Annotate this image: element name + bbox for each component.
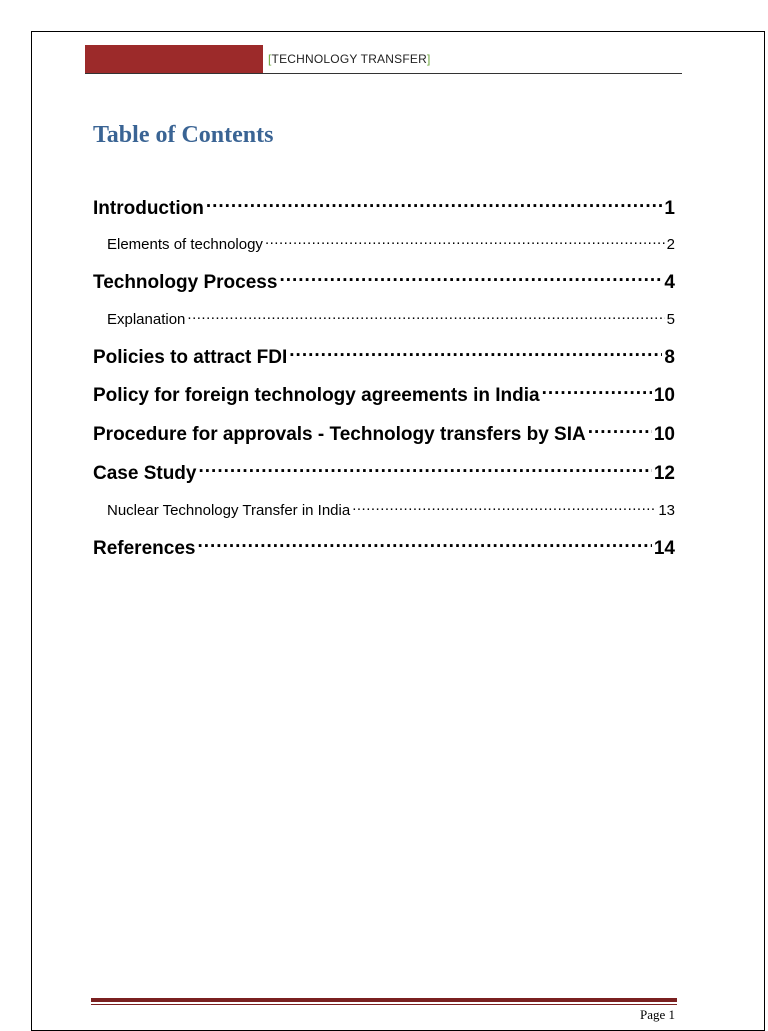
- toc-entry-label: Nuclear Technology Transfer in India: [107, 502, 351, 519]
- toc-entry-page: 2: [666, 236, 675, 253]
- toc-heading: Table of Contents: [93, 122, 274, 148]
- toc-dot-leader: [352, 500, 656, 515]
- toc-dot-leader: [197, 535, 651, 554]
- toc-entry-label: Policy for foreign technology agreements in India: [93, 385, 540, 406]
- toc-entry-label: Policies to attract FDI: [93, 347, 288, 368]
- toc-entry-page: 10: [653, 385, 675, 406]
- toc-entry-page: 8: [664, 347, 675, 368]
- toc-dot-leader: [198, 460, 651, 479]
- toc-entry-label: Case Study: [93, 463, 197, 484]
- header-color-bar: [85, 45, 263, 73]
- toc-entry-elements-of-technology[interactable]: [107, 234, 675, 253]
- footer-rule-thin: [91, 1004, 677, 1005]
- toc-dot-leader: [542, 382, 652, 401]
- running-header: [268, 52, 430, 66]
- toc-entry-procedure-approvals[interactable]: [93, 421, 675, 446]
- toc-entry-label: Procedure for approvals - Technology transfers by SIA: [93, 424, 586, 445]
- toc-entry-policy-foreign-tech[interactable]: [93, 382, 675, 407]
- toc-entry-case-study[interactable]: [93, 460, 675, 485]
- toc-entry-page: 1: [664, 198, 675, 219]
- toc-entry-page: 10: [653, 424, 675, 445]
- toc-entry-label: Explanation: [107, 311, 186, 328]
- page-border: [31, 31, 765, 1031]
- toc-entry-label: Introduction: [93, 198, 204, 219]
- toc-entry-page: 4: [664, 272, 675, 293]
- toc-entry-page: 5: [666, 311, 675, 328]
- footer-page-number: Page 1: [639, 1007, 675, 1022]
- toc-dot-leader: [265, 234, 665, 249]
- toc-entry-page: 12: [653, 463, 675, 484]
- toc-entry-label: Elements of technology: [107, 236, 263, 253]
- toc-entry-introduction[interactable]: [93, 195, 675, 220]
- toc-entry-references[interactable]: [93, 535, 675, 560]
- toc-dot-leader: [206, 195, 663, 214]
- toc-entry-page: 14: [653, 538, 675, 559]
- toc-dot-leader: [289, 344, 662, 363]
- toc-entry-label: Technology Process: [93, 272, 278, 293]
- footer-rule-thick: [91, 998, 677, 1002]
- toc-entry-technology-process[interactable]: [93, 269, 675, 294]
- toc-dot-leader: [187, 309, 664, 324]
- toc-entry-page: 13: [658, 502, 675, 519]
- toc-dot-leader: [279, 269, 662, 288]
- header-rule: [85, 73, 682, 74]
- toc-entry-policies-fdi[interactable]: [93, 344, 675, 369]
- toc-dot-leader: [588, 421, 652, 440]
- toc-entry-nuclear-tech[interactable]: [107, 500, 675, 519]
- toc-entry-label: References: [93, 538, 196, 559]
- header-bracket-close: ]: [426, 52, 431, 66]
- header-bracket-open: [: [268, 52, 272, 66]
- toc-entry-explanation[interactable]: [107, 309, 675, 328]
- header-title: TECHNOLOGY TRANSFER: [271, 52, 427, 66]
